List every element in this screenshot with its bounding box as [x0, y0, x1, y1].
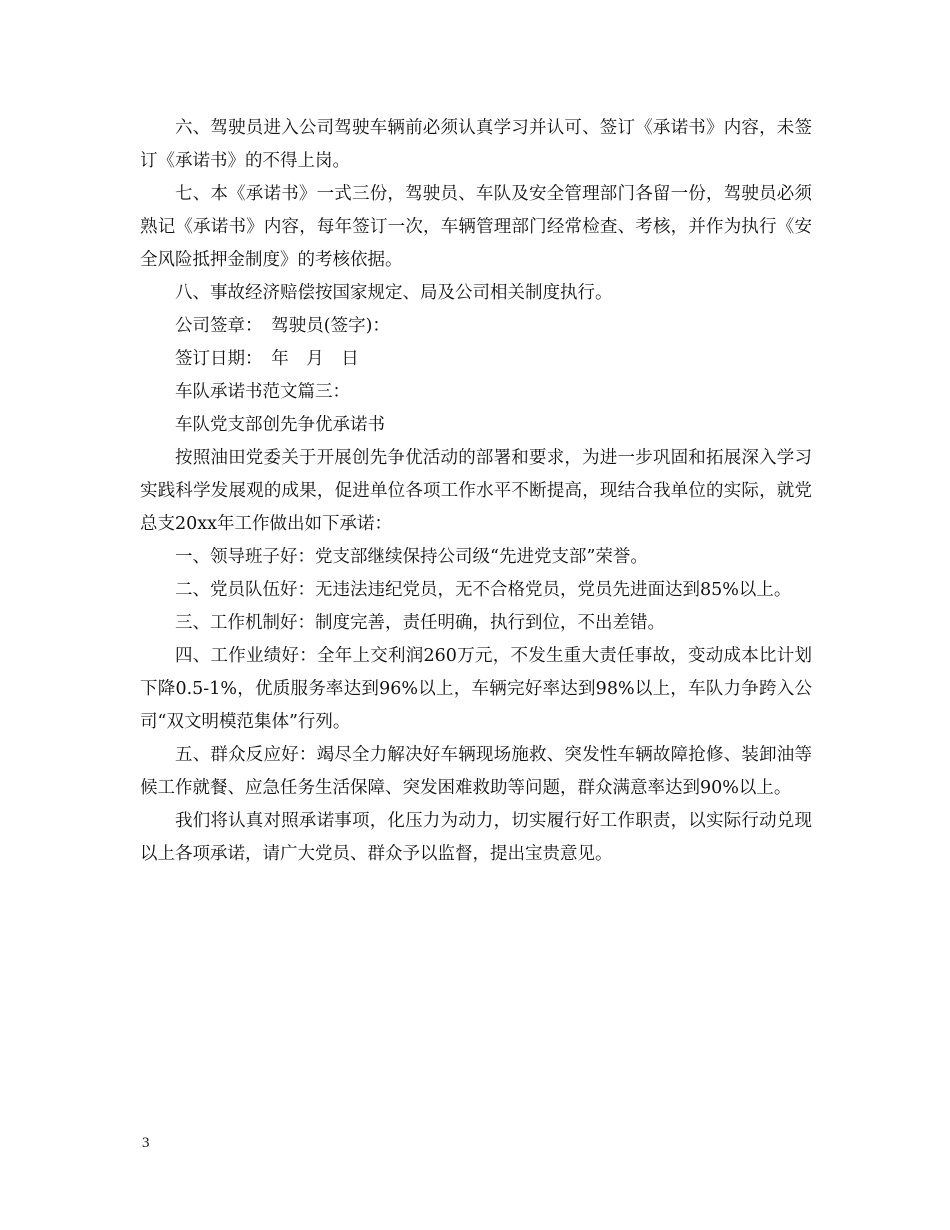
paragraph-closing: 我们将认真对照承诺事项，化压力为动力，切实履行好工作职责，以实际行动兑现以上各项承诺，请广大党员、群众予以监督，提出宝贵意见。	[140, 811, 812, 864]
signature-line: 公司签章： 驾驶员(签字)：	[175, 316, 390, 336]
page-number: 3	[142, 1135, 150, 1151]
paragraph-rule-eight: 八、事故经济赔偿按国家规定、局及公司相关制度执行。	[175, 283, 613, 303]
paragraph-pledge-two: 二、党员队伍好：无违法违纪党员，无不合格党员，党员先进面达到85%以上。	[175, 580, 792, 600]
paragraph-rule-seven: 七、本《承诺书》一式三份，驾驶员、车队及安全管理部门各留一份，驾驶员必须熟记《承诺书》内容，每年签订一次，车辆管理部门经常检查、考核，并作为执行《安全风险抵押金制度》的考核依据。	[140, 184, 812, 270]
document-title: 车队党支部创先争优承诺书	[175, 415, 385, 435]
document-body	[140, 112, 812, 871]
paragraph-intro: 按照油田党委关于开展创先争优活动的部署和要求，为进一步巩固和拓展深入学习实践科学发展观的成果，促进单位各项工作水平不断提高，现结合我单位的实际，就党总支20xx年工作做出如下承诺：	[140, 448, 812, 534]
paragraph-pledge-one: 一、领导班子好：党支部继续保持公司级“先进党支部”荣誉。	[175, 547, 648, 567]
paragraph-pledge-five: 五、群众反应好：竭尽全力解决好车辆现场施救、突发性车辆故障抢修、装卸油等候工作就餐、应急任务生活保障、突发困难救助等问题，群众满意率达到90%以上。	[140, 745, 812, 798]
signing-date-line: 签订日期： 年 月 日	[175, 349, 359, 369]
section-heading: 车队承诺书范文篇三：	[175, 382, 350, 402]
paragraph-rule-six: 六、驾驶员进入公司驾驶车辆前必须认真学习并认可、签订《承诺书》内容，未签订《承诺书》的不得上岗。	[140, 118, 812, 171]
paragraph-pledge-three: 三、工作机制好：制度完善，责任明确，执行到位，不出差错。	[175, 613, 665, 633]
paragraph-pledge-four: 四、工作业绩好：全年上交利润260万元，不发生重大责任事故，变动成本比计划下降0.5-1%，优质服务率达到96%以上，车辆完好率达到98%以上，车队力争跨入公司“双文明模范集体”行列。	[140, 646, 812, 732]
